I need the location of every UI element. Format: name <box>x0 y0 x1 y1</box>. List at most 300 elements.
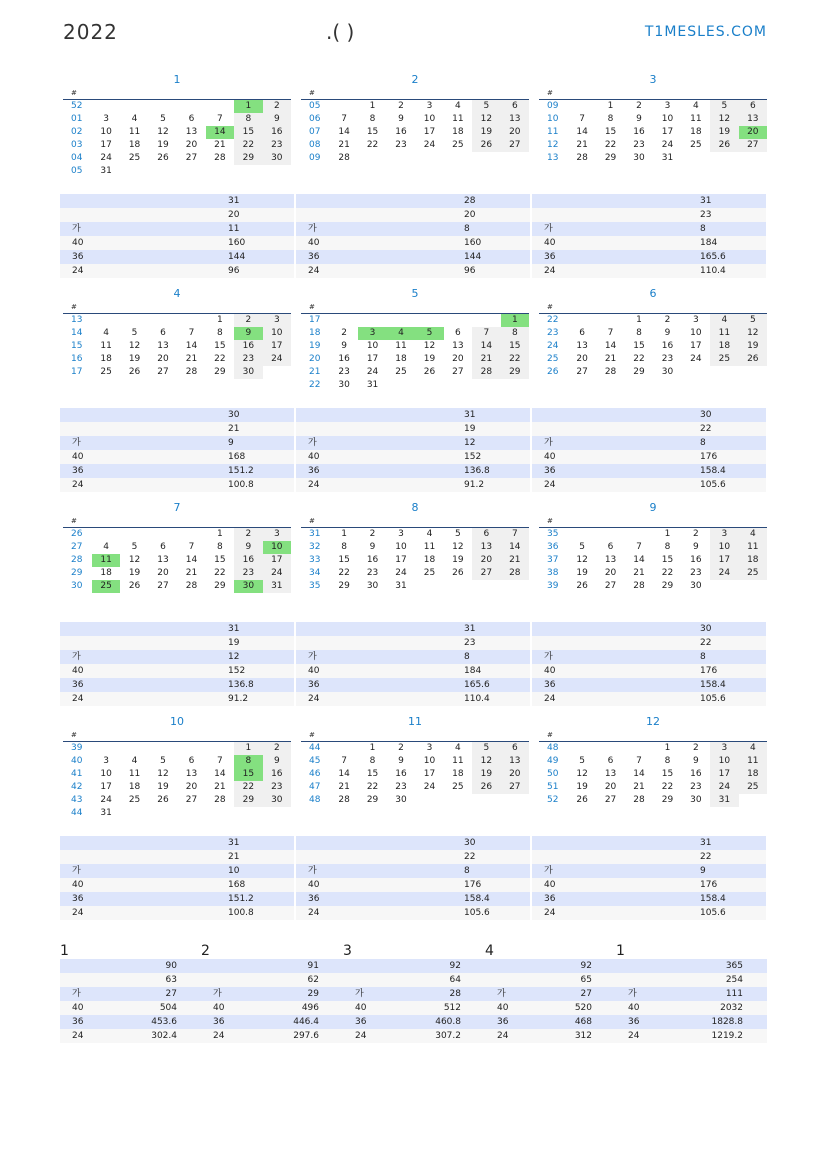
day-cell[interactable]: 8 <box>234 113 262 126</box>
day-cell[interactable]: 23 <box>690 568 702 578</box>
day-cell[interactable]: 23 <box>395 140 407 150</box>
day-cell[interactable]: 24 <box>710 781 738 794</box>
day-cell[interactable]: 25 <box>739 781 767 794</box>
day-cell[interactable]: 16 <box>395 769 407 779</box>
day-cell[interactable]: 9 <box>341 341 347 351</box>
day-cell[interactable]: 24 <box>263 353 291 366</box>
day-cell[interactable]: 25 <box>739 567 767 580</box>
day-cell[interactable]: 8 <box>607 114 614 124</box>
day-cell[interactable]: 25 <box>452 140 464 150</box>
day-cell[interactable]: 13 <box>604 769 617 779</box>
day-cell[interactable]: 27 <box>604 795 617 805</box>
day-cell[interactable]: 17 <box>423 127 436 137</box>
day-cell[interactable]: 18 <box>710 340 738 353</box>
day-cell[interactable]: 13 <box>739 113 767 126</box>
day-cell[interactable]: 30 <box>234 580 262 593</box>
day-cell[interactable]: 18 <box>690 127 702 137</box>
day-cell[interactable]: 5 <box>579 756 585 766</box>
day-cell[interactable]: 9 <box>234 327 262 340</box>
day-cell[interactable]: 13 <box>472 541 500 554</box>
day-cell[interactable]: 27 <box>157 581 169 591</box>
day-cell[interactable]: 23 <box>395 782 407 792</box>
day-cell[interactable]: 3 <box>398 529 404 539</box>
day-cell[interactable]: 11 <box>690 114 702 124</box>
day-cell[interactable]: 25 <box>690 140 702 150</box>
day-cell[interactable]: 27 <box>501 139 529 152</box>
day-cell[interactable]: 15 <box>214 341 226 351</box>
day-cell[interactable]: 4 <box>131 114 138 124</box>
day-cell[interactable]: 15 <box>661 769 674 779</box>
day-cell[interactable]: 27 <box>501 781 529 794</box>
day-cell[interactable]: 23 <box>690 782 702 792</box>
day-cell[interactable]: 16 <box>661 341 674 351</box>
day-cell[interactable]: 4 <box>426 529 433 539</box>
day-cell[interactable]: 16 <box>366 555 379 565</box>
day-cell[interactable]: 30 <box>234 366 262 379</box>
day-cell[interactable]: 10 <box>263 327 291 340</box>
day-cell[interactable]: 2 <box>664 315 671 325</box>
day-cell[interactable]: 8 <box>369 756 376 766</box>
day-cell[interactable]: 3 <box>710 528 738 541</box>
day-cell[interactable]: 29 <box>234 152 262 165</box>
day-cell[interactable]: 8 <box>217 542 223 552</box>
day-cell[interactable]: 27 <box>185 795 198 805</box>
day-cell[interactable]: 20 <box>604 568 617 578</box>
day-cell[interactable]: 29 <box>661 795 674 805</box>
day-cell[interactable]: 29 <box>214 367 226 377</box>
day-cell[interactable]: 19 <box>128 568 141 578</box>
day-cell[interactable]: 18 <box>452 127 464 137</box>
day-cell[interactable]: 13 <box>576 341 588 351</box>
day-cell[interactable]: 22 <box>604 140 617 150</box>
day-cell[interactable]: 26 <box>472 781 500 794</box>
day-cell[interactable]: 9 <box>636 114 642 124</box>
day-cell[interactable]: 28 <box>633 795 645 805</box>
day-cell[interactable]: 13 <box>157 341 169 351</box>
day-cell[interactable]: 13 <box>452 341 464 351</box>
day-cell[interactable]: 16 <box>633 127 645 137</box>
day-cell[interactable]: 21 <box>338 140 350 150</box>
day-cell[interactable]: 3 <box>103 756 109 766</box>
day-cell[interactable]: 30 <box>338 380 350 390</box>
day-cell[interactable]: 15 <box>366 769 379 779</box>
day-cell[interactable]: 14 <box>338 769 350 779</box>
day-cell[interactable]: 14 <box>633 769 645 779</box>
day-cell[interactable]: 10 <box>395 542 407 552</box>
day-cell[interactable]: 29 <box>234 794 262 807</box>
day-cell[interactable]: 1 <box>607 101 614 111</box>
day-cell[interactable]: 17 <box>263 340 291 353</box>
day-cell[interactable]: 24 <box>100 795 112 805</box>
day-cell[interactable]: 7 <box>217 114 223 124</box>
day-cell[interactable]: 21 <box>633 782 645 792</box>
day-cell[interactable]: 25 <box>92 580 120 593</box>
day-cell[interactable]: 29 <box>338 581 350 591</box>
day-cell[interactable]: 3 <box>693 315 699 325</box>
day-cell[interactable]: 1 <box>234 100 262 113</box>
day-cell[interactable]: 27 <box>739 139 767 152</box>
day-cell[interactable]: 4 <box>131 756 138 766</box>
day-cell[interactable]: 8 <box>501 327 529 340</box>
day-cell[interactable]: 27 <box>472 567 500 580</box>
day-cell[interactable]: 8 <box>341 542 347 552</box>
day-cell[interactable]: 28 <box>604 367 617 377</box>
day-cell[interactable]: 12 <box>576 555 588 565</box>
day-cell[interactable]: 24 <box>423 140 436 150</box>
day-cell[interactable]: 27 <box>185 153 198 163</box>
day-cell[interactable]: 6 <box>501 100 529 113</box>
day-cell[interactable]: 27 <box>157 367 169 377</box>
day-cell[interactable]: 11 <box>710 327 738 340</box>
day-cell[interactable]: 12 <box>452 542 464 552</box>
day-cell[interactable]: 24 <box>366 367 379 377</box>
day-cell[interactable]: 6 <box>160 328 166 338</box>
day-cell[interactable]: 8 <box>664 756 671 766</box>
day-cell[interactable]: 13 <box>157 555 169 565</box>
day-cell[interactable]: 1 <box>664 743 671 753</box>
day-cell[interactable]: 10 <box>100 769 112 779</box>
day-cell[interactable]: 20 <box>501 768 529 781</box>
day-cell[interactable]: 4 <box>103 542 109 552</box>
day-cell[interactable]: 20 <box>472 554 500 567</box>
day-cell[interactable]: 21 <box>185 354 198 364</box>
day-cell[interactable]: 26 <box>423 367 436 377</box>
day-cell[interactable]: 15 <box>234 126 262 139</box>
day-cell[interactable]: 12 <box>157 769 169 779</box>
day-cell[interactable]: 2 <box>263 100 291 113</box>
day-cell[interactable]: 20 <box>157 568 169 578</box>
brand-link[interactable]: T1MESLES.COM <box>644 24 767 40</box>
day-cell[interactable]: 26 <box>710 139 738 152</box>
day-cell[interactable]: 26 <box>739 353 767 366</box>
day-cell[interactable]: 30 <box>661 367 674 377</box>
day-cell[interactable]: 4 <box>739 528 767 541</box>
day-cell[interactable]: 18 <box>739 768 767 781</box>
day-cell[interactable]: 5 <box>455 529 461 539</box>
day-cell[interactable]: 13 <box>185 769 198 779</box>
day-cell[interactable]: 6 <box>607 756 614 766</box>
day-cell[interactable]: 3 <box>103 114 109 124</box>
day-cell[interactable]: 10 <box>366 341 379 351</box>
day-cell[interactable]: 6 <box>501 742 529 755</box>
day-cell[interactable]: 20 <box>157 354 169 364</box>
day-cell[interactable]: 11 <box>739 541 767 554</box>
day-cell[interactable]: 22 <box>338 568 350 578</box>
day-cell[interactable]: 1 <box>369 101 376 111</box>
day-cell[interactable]: 26 <box>576 795 588 805</box>
day-cell[interactable]: 17 <box>423 769 436 779</box>
day-cell[interactable]: 15 <box>234 768 262 781</box>
day-cell[interactable]: 24 <box>710 567 738 580</box>
day-cell[interactable]: 23 <box>338 367 350 377</box>
day-cell[interactable]: 2 <box>636 101 642 111</box>
day-cell[interactable]: 6 <box>455 328 461 338</box>
day-cell[interactable]: 19 <box>472 126 500 139</box>
day-cell[interactable]: 17 <box>661 127 674 137</box>
day-cell[interactable]: 23 <box>263 781 291 794</box>
day-cell[interactable]: 22 <box>234 781 262 794</box>
day-cell[interactable]: 10 <box>263 541 291 554</box>
day-cell[interactable]: 8 <box>636 328 642 338</box>
day-cell[interactable]: 3 <box>263 528 291 541</box>
day-cell[interactable]: 19 <box>423 354 436 364</box>
day-cell[interactable]: 20 <box>501 126 529 139</box>
day-cell[interactable]: 5 <box>710 100 738 113</box>
day-cell[interactable]: 3 <box>263 314 291 327</box>
day-cell[interactable]: 14 <box>185 555 198 565</box>
day-cell[interactable]: 2 <box>398 101 404 111</box>
day-cell[interactable]: 4 <box>710 314 738 327</box>
day-cell[interactable]: 26 <box>128 367 141 377</box>
day-cell[interactable]: 28 <box>214 795 226 805</box>
day-cell[interactable]: 22 <box>633 354 645 364</box>
day-cell[interactable]: 13 <box>501 113 529 126</box>
day-cell[interactable]: 20 <box>739 126 767 139</box>
day-cell[interactable]: 22 <box>661 568 674 578</box>
day-cell[interactable]: 12 <box>576 769 588 779</box>
day-cell[interactable]: 20 <box>576 354 588 364</box>
day-cell[interactable]: 26 <box>128 581 141 591</box>
day-cell[interactable]: 9 <box>693 756 699 766</box>
day-cell[interactable]: 6 <box>607 542 614 552</box>
day-cell[interactable]: 22 <box>661 782 674 792</box>
day-cell[interactable]: 17 <box>710 554 738 567</box>
day-cell[interactable]: 15 <box>366 127 379 137</box>
day-cell[interactable]: 14 <box>633 555 645 565</box>
day-cell[interactable]: 19 <box>128 354 141 364</box>
day-cell[interactable]: 7 <box>501 528 529 541</box>
day-cell[interactable]: 3 <box>426 101 433 111</box>
day-cell[interactable]: 2 <box>341 328 347 338</box>
day-cell[interactable]: 28 <box>576 153 588 163</box>
day-cell[interactable]: 1 <box>636 315 642 325</box>
day-cell[interactable]: 3 <box>426 743 433 753</box>
day-cell[interactable]: 28 <box>214 153 226 163</box>
day-cell[interactable]: 9 <box>263 113 291 126</box>
day-cell[interactable]: 10 <box>423 756 436 766</box>
day-cell[interactable]: 5 <box>579 542 585 552</box>
day-cell[interactable]: 17 <box>100 782 112 792</box>
day-cell[interactable]: 19 <box>710 126 738 139</box>
day-cell[interactable]: 14 <box>501 541 529 554</box>
day-cell[interactable]: 1 <box>217 529 223 539</box>
day-cell[interactable]: 7 <box>579 114 585 124</box>
day-cell[interactable]: 3 <box>710 742 738 755</box>
day-cell[interactable]: 3 <box>664 101 671 111</box>
day-cell[interactable]: 30 <box>263 794 291 807</box>
day-cell[interactable]: 8 <box>369 114 376 124</box>
day-cell[interactable]: 12 <box>128 555 141 565</box>
day-cell[interactable]: 31 <box>395 581 407 591</box>
day-cell[interactable]: 17 <box>366 354 379 364</box>
day-cell[interactable]: 5 <box>415 327 443 340</box>
day-cell[interactable]: 14 <box>206 126 234 139</box>
day-cell[interactable]: 13 <box>501 755 529 768</box>
day-cell[interactable]: 19 <box>157 140 169 150</box>
day-cell[interactable]: 9 <box>398 114 404 124</box>
day-cell[interactable]: 16 <box>338 354 350 364</box>
day-cell[interactable]: 12 <box>423 341 436 351</box>
day-cell[interactable]: 30 <box>690 581 702 591</box>
day-cell[interactable]: 10 <box>423 114 436 124</box>
day-cell[interactable]: 22 <box>234 139 262 152</box>
day-cell[interactable]: 20 <box>604 782 617 792</box>
day-cell[interactable]: 7 <box>472 327 500 340</box>
day-cell[interactable]: 26 <box>157 153 169 163</box>
day-cell[interactable]: 11 <box>452 756 464 766</box>
day-cell[interactable]: 18 <box>452 769 464 779</box>
day-cell[interactable]: 12 <box>739 327 767 340</box>
day-cell[interactable]: 27 <box>452 367 464 377</box>
day-cell[interactable]: 8 <box>664 542 671 552</box>
day-cell[interactable]: 16 <box>234 340 262 353</box>
day-cell[interactable]: 29 <box>501 366 529 379</box>
day-cell[interactable]: 18 <box>423 555 436 565</box>
day-cell[interactable]: 14 <box>576 127 588 137</box>
day-cell[interactable]: 21 <box>501 554 529 567</box>
day-cell[interactable]: 25 <box>100 367 112 377</box>
day-cell[interactable]: 24 <box>690 354 702 364</box>
day-cell[interactable]: 23 <box>633 140 645 150</box>
day-cell[interactable]: 28 <box>633 581 645 591</box>
day-cell[interactable]: 31 <box>710 794 738 807</box>
day-cell[interactable]: 9 <box>693 542 699 552</box>
day-cell[interactable]: 6 <box>472 528 500 541</box>
day-cell[interactable]: 30 <box>366 581 379 591</box>
day-cell[interactable]: 2 <box>369 529 376 539</box>
day-cell[interactable]: 9 <box>234 541 262 554</box>
day-cell[interactable]: 11 <box>128 769 141 779</box>
day-cell[interactable]: 31 <box>366 380 379 390</box>
day-cell[interactable]: 18 <box>100 354 112 364</box>
day-cell[interactable]: 15 <box>661 555 674 565</box>
day-cell[interactable]: 10 <box>661 114 674 124</box>
day-cell[interactable]: 31 <box>263 580 291 593</box>
day-cell[interactable]: 6 <box>188 756 195 766</box>
day-cell[interactable]: 11 <box>739 755 767 768</box>
day-cell[interactable]: 5 <box>131 328 138 338</box>
day-cell[interactable]: 14 <box>604 341 617 351</box>
day-cell[interactable]: 23 <box>234 567 262 580</box>
day-cell[interactable]: 2 <box>234 314 262 327</box>
day-cell[interactable]: 21 <box>604 354 617 364</box>
day-cell[interactable]: 7 <box>217 756 223 766</box>
day-cell[interactable]: 19 <box>576 568 588 578</box>
day-cell[interactable]: 12 <box>128 341 141 351</box>
day-cell[interactable]: 28 <box>338 795 350 805</box>
day-cell[interactable]: 21 <box>214 782 226 792</box>
day-cell[interactable]: 18 <box>100 568 112 578</box>
day-cell[interactable]: 6 <box>160 542 166 552</box>
day-cell[interactable]: 31 <box>100 166 112 176</box>
day-cell[interactable]: 1 <box>664 529 671 539</box>
day-cell[interactable]: 18 <box>739 554 767 567</box>
day-cell[interactable]: 11 <box>100 341 112 351</box>
day-cell[interactable]: 16 <box>263 768 291 781</box>
day-cell[interactable]: 18 <box>128 140 141 150</box>
day-cell[interactable]: 4 <box>739 742 767 755</box>
day-cell[interactable]: 1 <box>234 742 262 755</box>
day-cell[interactable]: 21 <box>576 140 588 150</box>
day-cell[interactable]: 2 <box>693 743 699 753</box>
day-cell[interactable]: 23 <box>234 353 262 366</box>
day-cell[interactable]: 7 <box>341 756 347 766</box>
day-cell[interactable]: 29 <box>633 367 645 377</box>
day-cell[interactable]: 16 <box>234 554 262 567</box>
day-cell[interactable]: 14 <box>338 127 350 137</box>
day-cell[interactable]: 6 <box>739 100 767 113</box>
day-cell[interactable]: 5 <box>131 542 138 552</box>
day-cell[interactable]: 10 <box>690 328 702 338</box>
day-cell[interactable]: 1 <box>341 529 347 539</box>
day-cell[interactable]: 7 <box>636 542 642 552</box>
day-cell[interactable]: 9 <box>398 756 404 766</box>
day-cell[interactable]: 5 <box>160 114 166 124</box>
day-cell[interactable]: 30 <box>263 152 291 165</box>
day-cell[interactable]: 21 <box>633 568 645 578</box>
day-cell[interactable]: 9 <box>369 542 376 552</box>
day-cell[interactable]: 2 <box>234 528 262 541</box>
day-cell[interactable]: 11 <box>423 542 436 552</box>
day-cell[interactable]: 4 <box>387 327 415 340</box>
day-cell[interactable]: 22 <box>214 568 226 578</box>
day-cell[interactable]: 17 <box>395 555 407 565</box>
day-cell[interactable]: 22 <box>366 782 379 792</box>
day-cell[interactable]: 15 <box>338 555 350 565</box>
day-cell[interactable]: 21 <box>472 353 500 366</box>
day-cell[interactable]: 24 <box>395 568 407 578</box>
day-cell[interactable]: 1 <box>501 314 529 327</box>
day-cell[interactable]: 26 <box>157 795 169 805</box>
day-cell[interactable]: 5 <box>472 742 500 755</box>
day-cell[interactable]: 1 <box>217 315 223 325</box>
day-cell[interactable]: 21 <box>338 782 350 792</box>
day-cell[interactable]: 19 <box>157 782 169 792</box>
day-cell[interactable]: 7 <box>607 328 614 338</box>
day-cell[interactable]: 25 <box>423 568 436 578</box>
day-cell[interactable]: 3 <box>358 327 386 340</box>
day-cell[interactable]: 16 <box>263 126 291 139</box>
day-cell[interactable]: 2 <box>263 742 291 755</box>
day-cell[interactable]: 17 <box>710 768 738 781</box>
day-cell[interactable]: 19 <box>452 555 464 565</box>
day-cell[interactable]: 7 <box>188 328 195 338</box>
day-cell[interactable]: 9 <box>664 328 671 338</box>
day-cell[interactable]: 14 <box>472 340 500 353</box>
day-cell[interactable]: 16 <box>690 555 702 565</box>
day-cell[interactable]: 29 <box>366 795 379 805</box>
day-cell[interactable]: 31 <box>661 153 674 163</box>
day-cell[interactable]: 28 <box>501 567 529 580</box>
day-cell[interactable]: 20 <box>185 140 198 150</box>
day-cell[interactable]: 27 <box>604 581 617 591</box>
day-cell[interactable]: 1 <box>369 743 376 753</box>
day-cell[interactable]: 22 <box>214 354 226 364</box>
day-cell[interactable]: 4 <box>455 743 461 753</box>
day-cell[interactable]: 8 <box>234 755 262 768</box>
day-cell[interactable]: 19 <box>739 340 767 353</box>
day-cell[interactable]: 19 <box>576 782 588 792</box>
day-cell[interactable]: 13 <box>185 127 198 137</box>
day-cell[interactable]: 22 <box>501 353 529 366</box>
day-cell[interactable]: 18 <box>128 782 141 792</box>
day-cell[interactable]: 12 <box>710 113 738 126</box>
day-cell[interactable]: 6 <box>188 114 195 124</box>
day-cell[interactable]: 25 <box>128 153 141 163</box>
day-cell[interactable]: 31 <box>100 808 112 818</box>
day-cell[interactable]: 24 <box>661 140 674 150</box>
day-cell[interactable]: 16 <box>690 769 702 779</box>
